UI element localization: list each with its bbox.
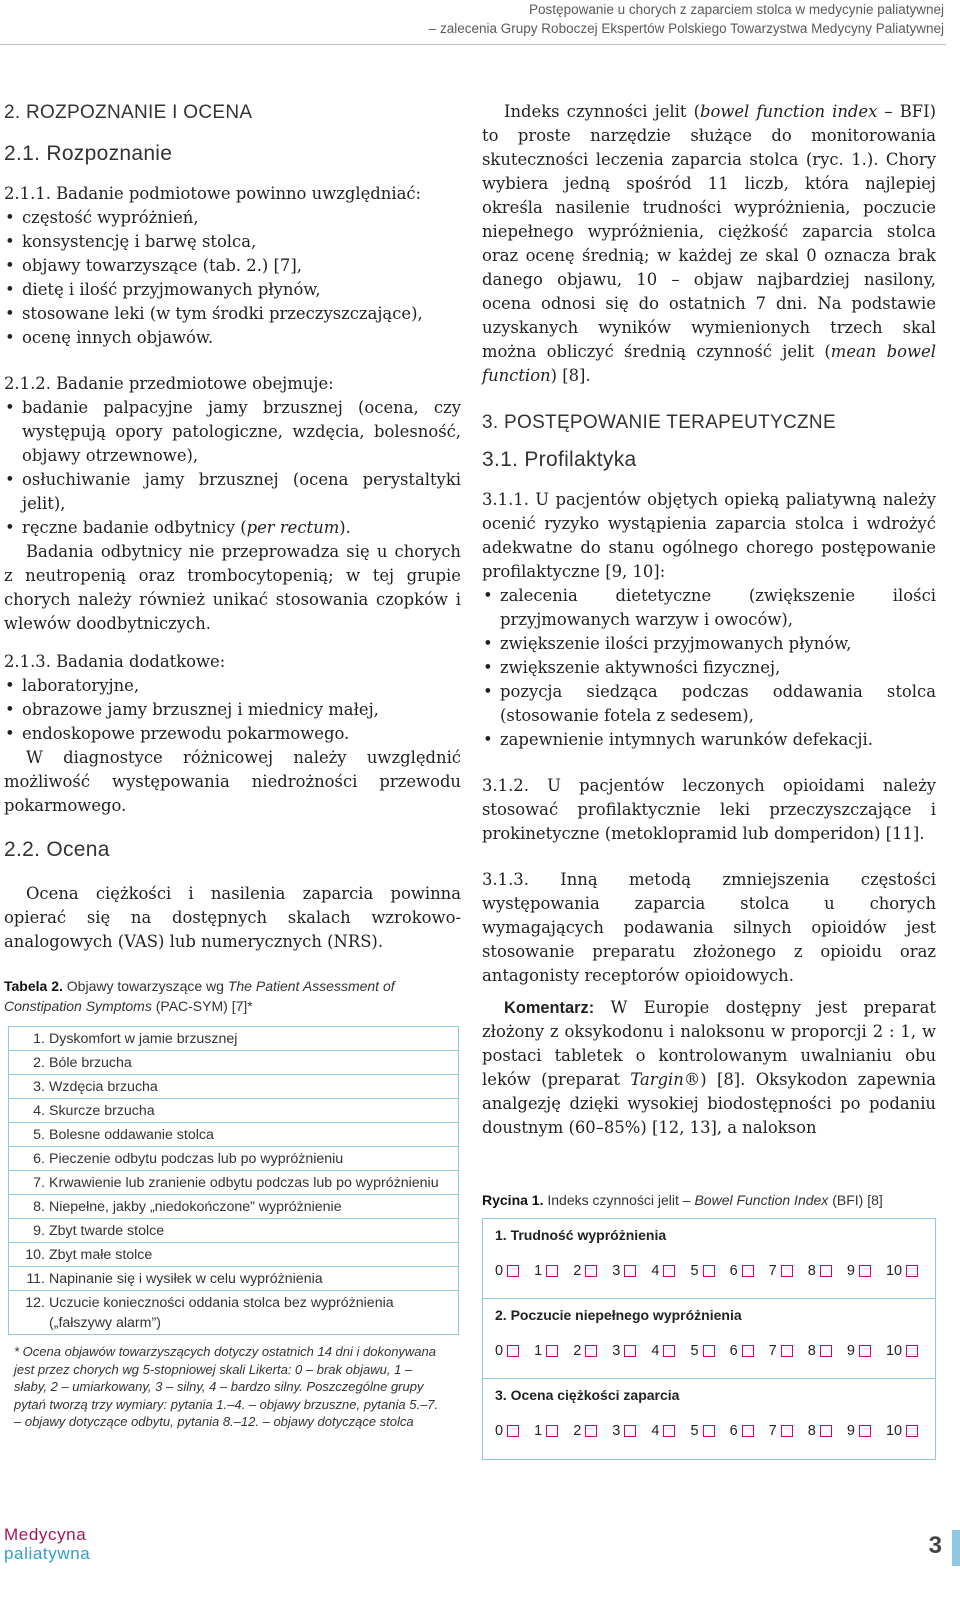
scale-option-label: 3 <box>612 1423 621 1439</box>
scale-option[interactable] <box>534 1263 573 1279</box>
scale-option-label: 4 <box>651 1263 660 1279</box>
bfi-scale-section <box>483 1219 935 1299</box>
scale-option[interactable] <box>847 1343 886 1359</box>
scale-option[interactable] <box>769 1263 808 1279</box>
scale-option[interactable] <box>534 1343 573 1359</box>
table-row <box>9 1147 458 1171</box>
checkbox-icon[interactable] <box>742 1425 754 1437</box>
scale-option-label: 4 <box>651 1423 660 1439</box>
paragraph-2-1-3-intro: 2.1.3. Badania dodatkowe: <box>4 652 226 671</box>
list-item: • zalecenia dietetyczne (zwiększenie ilości przyjmowanych warzyw i owoców), <box>483 586 936 629</box>
list-2-1-1 <box>4 206 461 350</box>
checkbox-icon[interactable] <box>663 1425 675 1437</box>
paragraph-rectal-exam: Badania odbytnicy nie przeprowadza się u chorych z neutropenią oraz trombocytopenią; w tej grupie chorych należy również unikać stosowania czopków i wlewów doodbytniczych. <box>4 542 461 633</box>
scale-option-label: 6 <box>729 1423 738 1439</box>
subsection-heading-3-1: 3.1. Profilaktyka <box>482 448 637 471</box>
bfi-scale <box>495 1263 925 1279</box>
table-row-text: Dyskomfort w jamie brzusznej <box>49 1031 238 1047</box>
list-item: • obrazowe jamy brzusznej i miednicy małej, <box>5 700 379 719</box>
list-2-1-2 <box>4 396 461 516</box>
scale-option-label: 1 <box>534 1263 543 1279</box>
checkbox-icon[interactable] <box>859 1345 871 1357</box>
table-row <box>9 1219 458 1243</box>
checkbox-icon[interactable] <box>820 1265 832 1277</box>
scale-option-label: 8 <box>807 1343 816 1359</box>
scale-option-label: 6 <box>729 1263 738 1279</box>
list-item: • zapewnienie intymnych warunków defekacji. <box>483 730 873 749</box>
page-number: 3 <box>928 1532 942 1559</box>
table-row-number: 3. <box>33 1079 45 1095</box>
table-row-text: Bolesne oddawanie stolca <box>49 1127 214 1143</box>
scale-option-label: 0 <box>495 1343 504 1359</box>
left-column <box>4 100 461 1431</box>
table-row-text: Wzdęcia brzucha <box>49 1079 158 1095</box>
scale-option-label: 10 <box>885 1263 903 1279</box>
scale-option-label: 5 <box>690 1263 699 1279</box>
running-header-line2: – zalecenia Grupy Roboczej Ekspertów Polskiego Towarzystwa Medycyny Paliatywnej <box>428 21 944 36</box>
table-row <box>9 1051 458 1075</box>
table-row <box>9 1075 458 1099</box>
table-row-number: 6. <box>33 1151 45 1167</box>
scale-option-label: 10 <box>885 1423 903 1439</box>
section-heading-3: 3. POSTĘPOWANIE TERAPEUTYCZNE <box>482 412 836 433</box>
scale-option[interactable] <box>651 1263 690 1279</box>
scale-option[interactable] <box>690 1343 729 1359</box>
subsection-heading-2-1: 2.1. Rozpoznanie <box>4 142 173 165</box>
paragraph-3-1-2: 3.1.2. U pacjentów leczonych opioidami należy stosować profilaktycznie leki przeczyszczające i prokinetyczne (metoklopramid lub domperidon) [11]. <box>482 776 936 843</box>
scale-option-label: 7 <box>768 1343 777 1359</box>
table-row-text: Niepełne, jakby „niedokończone” wypróżnienie <box>49 1199 342 1215</box>
table-row <box>9 1267 458 1291</box>
scale-option[interactable] <box>573 1263 612 1279</box>
table-row-number: 5. <box>33 1127 45 1143</box>
checkbox-icon[interactable] <box>624 1345 636 1357</box>
scale-option-label: 2 <box>573 1343 582 1359</box>
scale-option-label: 6 <box>729 1343 738 1359</box>
table-row-number: 8. <box>33 1199 45 1215</box>
list-item: • częstość wypróżnień, <box>5 208 199 227</box>
table-row-text: Krwawienie lub zranienie odbytu podczas lub po wypróżnieniu <box>49 1175 439 1191</box>
scale-option[interactable] <box>886 1423 925 1439</box>
checkbox-icon[interactable] <box>624 1425 636 1437</box>
bfi-scale <box>495 1343 925 1359</box>
table-row <box>9 1099 458 1123</box>
checkbox-icon[interactable] <box>663 1265 675 1277</box>
right-column <box>482 100 936 1460</box>
checkbox-icon[interactable] <box>507 1345 519 1357</box>
checkbox-icon[interactable] <box>742 1345 754 1357</box>
checkbox-icon[interactable] <box>859 1265 871 1277</box>
scale-option[interactable] <box>808 1423 847 1439</box>
scale-option[interactable] <box>690 1423 729 1439</box>
scale-option-label: 1 <box>534 1343 543 1359</box>
scale-option-label: 3 <box>612 1263 621 1279</box>
scale-option-label: 9 <box>846 1343 855 1359</box>
table-row-text: Skurcze brzucha <box>49 1103 155 1119</box>
table-row-text: Napinanie się i wysiłek w celu wypróżnienia <box>49 1271 323 1287</box>
list-item: • endoskopowe przewodu pokarmowego. <box>5 724 350 743</box>
bfi-figure <box>482 1218 936 1460</box>
scale-option-label: 10 <box>885 1343 903 1359</box>
list-3-1-1 <box>482 584 936 752</box>
journal-logo-line2: paliatywna <box>4 1544 91 1563</box>
checkbox-icon[interactable] <box>585 1265 597 1277</box>
running-header <box>429 0 944 38</box>
scale-option-label: 2 <box>573 1423 582 1439</box>
paragraph-bfi: Indeks czynności jelit (bowel function index – BFI) to proste narzędzie służące do monitorowania skuteczności leczenia zaparcia stolca (ryc. 1.). Chory wybiera jedną spośród 11 liczb, która najlepiej określa nasilenie trudności wypróżnienia, poczucie niepełnego wypróżnienia, ciężkość zaparcia stolca oraz ocenę średnią; w każdej ze skal 0 oznacza brak danego objawu, 10 – objaw najbardziej nasilony, ocena odnosi się do ostatnich 7 dni. Na podstawie uzyskanych wyników wymienionych trzech skal można obliczyć średnią czynność jelit (mean bowel function) [8]. <box>482 102 936 385</box>
scale-option[interactable] <box>573 1343 612 1359</box>
table-row-number: 7. <box>33 1175 45 1191</box>
scale-option[interactable] <box>495 1263 534 1279</box>
paragraph-comment: Komentarz: W Europie dostępny jest preparat złożony z oksykodonu i naloksonu w proporcji 2 : 1, w postaci tabletek o kontrolowanym uwalnianiu obu leków (preparat Targin®) [8]. Oksykodon zapewnia analgezję dzięki wysokiej biodostępności po podaniu doustnym (60–85%) [12, 13], a nalokson <box>482 998 936 1137</box>
table-row-number: 11. <box>26 1271 45 1287</box>
scale-option-label: 8 <box>807 1423 816 1439</box>
list-item: • osłuchiwanie jamy brzusznej (ocena perystaltyki jelit), <box>5 470 461 513</box>
scale-option-label: 0 <box>495 1423 504 1439</box>
table-row <box>9 1195 458 1219</box>
table-row-number: 9. <box>33 1223 45 1239</box>
scale-option[interactable] <box>651 1343 690 1359</box>
list-item: • zwiększenie aktywności fizycznej, <box>483 658 781 677</box>
checkbox-icon[interactable] <box>820 1425 832 1437</box>
subsection-heading-2-2: 2.2. Ocena <box>4 838 110 861</box>
table-row <box>9 1171 458 1195</box>
checkbox-icon[interactable] <box>624 1265 636 1277</box>
checkbox-icon[interactable] <box>663 1345 675 1357</box>
scale-option-label: 4 <box>651 1343 660 1359</box>
paragraph-2-1-1-intro: 2.1.1. Badanie podmiotowe powinno uwzględniać: <box>4 184 422 203</box>
table-row-text: Uczucie konieczności oddania stolca bez wypróżnienia („fałszywy alarm”) <box>49 1295 394 1331</box>
scale-option[interactable] <box>886 1343 925 1359</box>
figure-caption: Rycina 1. Indeks czynności jelit – Bowel Function Index (BFI) [8] <box>482 1192 883 1208</box>
scale-option[interactable] <box>847 1423 886 1439</box>
table-row-text: Zbyt twarde stolce <box>49 1223 165 1239</box>
scale-option-label: 3 <box>612 1343 621 1359</box>
checkbox-icon[interactable] <box>507 1265 519 1277</box>
list-item: • konsystencję i barwę stolca, <box>5 232 257 251</box>
scale-option[interactable] <box>534 1423 573 1439</box>
bfi-scale <box>495 1423 925 1439</box>
scale-option[interactable] <box>612 1263 651 1279</box>
bfi-scale-section <box>483 1379 935 1459</box>
paragraph-3-1-3: 3.1.3. Inną metodą zmniejszenia częstości występowania zaparcia stolca u chorych wymagających podawania silnych opioidów jest stosowanie preparatu złożonego z opioidu oraz antagonisty receptorów opioidowych. <box>482 870 936 985</box>
section-heading-2: 2. ROZPOZNANIE I OCENA <box>4 102 253 123</box>
scale-option[interactable] <box>573 1423 612 1439</box>
checkbox-icon[interactable] <box>546 1345 558 1357</box>
checkbox-icon[interactable] <box>585 1345 597 1357</box>
checkbox-icon[interactable] <box>906 1425 918 1437</box>
checkbox-icon[interactable] <box>781 1265 793 1277</box>
scale-option[interactable] <box>808 1343 847 1359</box>
table-row-number: 10. <box>25 1247 45 1263</box>
paragraph-differential: W diagnostyce różnicowej należy uwzględnić możliwość występowania niedrożności przewodu pokarmowego. <box>4 748 461 815</box>
scale-option[interactable] <box>730 1263 769 1279</box>
scale-option[interactable] <box>690 1263 729 1279</box>
table-row-text: Zbyt małe stolce <box>49 1247 153 1263</box>
scale-option[interactable] <box>495 1343 534 1359</box>
scale-option[interactable] <box>847 1263 886 1279</box>
checkbox-icon[interactable] <box>906 1345 918 1357</box>
list-item: • stosowane leki (w tym środki przeczyszczające), <box>5 304 423 323</box>
list-item: • ręczne badanie odbytnicy (per rectum). <box>5 518 351 537</box>
scale-option-label: 9 <box>846 1263 855 1279</box>
scale-option-label: 1 <box>534 1423 543 1439</box>
list-item: • ocenę innych objawów. <box>5 328 214 347</box>
scale-option-label: 7 <box>768 1263 777 1279</box>
list-item: • objawy towarzyszące (tab. 2.) [7], <box>5 256 302 275</box>
journal-logo <box>4 1525 90 1563</box>
checkbox-icon[interactable] <box>585 1425 597 1437</box>
table-row-text: Bóle brzucha <box>49 1055 132 1071</box>
checkbox-icon[interactable] <box>546 1425 558 1437</box>
paragraph-3-1-1: 3.1.1. U pacjentów objętych opieką paliatywną należy ocenić ryzyko wystąpienia zaparcia stolca i wdrożyć adekwatne do stanu ogólnego chorego postępowanie profilaktyczne [9, 10]: <box>482 490 936 581</box>
list-2-1-3 <box>4 674 461 746</box>
checkbox-icon[interactable] <box>703 1265 715 1277</box>
bfi-scale-title: 3. Ocena ciężkości zaparcia <box>495 1387 680 1403</box>
table-row <box>9 1123 458 1147</box>
checkbox-icon[interactable] <box>820 1345 832 1357</box>
header-divider <box>0 44 946 45</box>
scale-option[interactable] <box>612 1343 651 1359</box>
bfi-scale-title: 2. Poczucie niepełnego wypróżnienia <box>495 1307 742 1323</box>
scale-option-label: 0 <box>495 1263 504 1279</box>
scale-option[interactable] <box>730 1423 769 1439</box>
list-item: • dietę i ilość przyjmowanych płynów, <box>5 280 321 299</box>
scale-option-label: 5 <box>690 1343 699 1359</box>
journal-logo-line1: Medycyna <box>4 1525 87 1544</box>
scale-option-label: 8 <box>807 1263 816 1279</box>
bfi-scale-section <box>483 1299 935 1379</box>
list-item: • laboratoryjne, <box>5 676 140 695</box>
checkbox-icon[interactable] <box>703 1425 715 1437</box>
table-row-number: 2. <box>33 1055 45 1071</box>
page-number-bar <box>952 1530 960 1566</box>
scale-option[interactable] <box>886 1263 925 1279</box>
bfi-scale-title: 1. Trudność wypróżnienia <box>495 1227 667 1243</box>
table-row-number: 12. <box>25 1295 45 1311</box>
checkbox-icon[interactable] <box>906 1265 918 1277</box>
list-item: • zwiększenie ilości przyjmowanych płynów, <box>483 634 852 653</box>
scale-option[interactable] <box>730 1343 769 1359</box>
table-row <box>9 1291 458 1334</box>
checkbox-icon[interactable] <box>781 1425 793 1437</box>
scale-option-label: 9 <box>846 1423 855 1439</box>
checkbox-icon[interactable] <box>742 1265 754 1277</box>
paragraph-2-2: Ocena ciężkości i nasilenia zaparcia powinna opierać się na dostępnych skalach wzrokowo-analogowych (VAS) lub numerycznych (NRS). <box>4 884 461 951</box>
list-item: • pozycja siedząca podczas oddawania stolca (stosowanie fotela z sedesem), <box>483 682 936 725</box>
checkbox-icon[interactable] <box>859 1425 871 1437</box>
symptom-table <box>8 1026 459 1335</box>
checkbox-icon[interactable] <box>507 1425 519 1437</box>
checkbox-icon[interactable] <box>781 1345 793 1357</box>
scale-option[interactable] <box>769 1343 808 1359</box>
scale-option[interactable] <box>769 1423 808 1439</box>
checkbox-icon[interactable] <box>703 1345 715 1357</box>
scale-option-label: 7 <box>768 1423 777 1439</box>
scale-option-label: 5 <box>690 1423 699 1439</box>
scale-option[interactable] <box>495 1423 534 1439</box>
scale-option[interactable] <box>808 1263 847 1279</box>
table-row <box>9 1243 458 1267</box>
scale-option[interactable] <box>612 1423 651 1439</box>
table-row-number: 4. <box>33 1103 45 1119</box>
table-row-number: 1. <box>33 1031 45 1047</box>
table-footnote: * Ocena objawów towarzyszących dotyczy ostatnich 14 dni i dokonywana jest przez chorych wg 5-stopniowej skali Likerta: 0 – brak objawu, 1 – słaby, 2 – umiarkowany, 3 – silny, 4 – bardzo silny. Poszczególne grupy pytań tworzą trzy wymiary: pytania 1.–4. – objawy brzuszne, pytania 5.–7. – objawy dotyczące odbytu, pytania 8.–12. – objawy dotyczące stolca <box>14 1344 439 1429</box>
list-item: • badanie palpacyjne jamy brzusznej (ocena, czy występują opory patologiczne, wzdęcia, bolesność, objawy otrzewnowe), <box>5 398 461 465</box>
table-row-text: Pieczenie odbytu podczas lub po wypróżnieniu <box>49 1151 344 1167</box>
running-header-line1: Postępowanie u chorych z zaparciem stolca w medycynie paliatywnej <box>529 2 944 17</box>
scale-option-label: 2 <box>573 1263 582 1279</box>
table-caption: Tabela 2. Objawy towarzyszące wg The Patient Assessment of Constipation Symptoms (PAC-SYM) [7]* <box>4 978 395 1014</box>
scale-option[interactable] <box>651 1423 690 1439</box>
checkbox-icon[interactable] <box>546 1265 558 1277</box>
table-row <box>9 1027 458 1051</box>
paragraph-2-1-2-intro: 2.1.2. Badanie przedmiotowe obejmuje: <box>4 374 334 393</box>
